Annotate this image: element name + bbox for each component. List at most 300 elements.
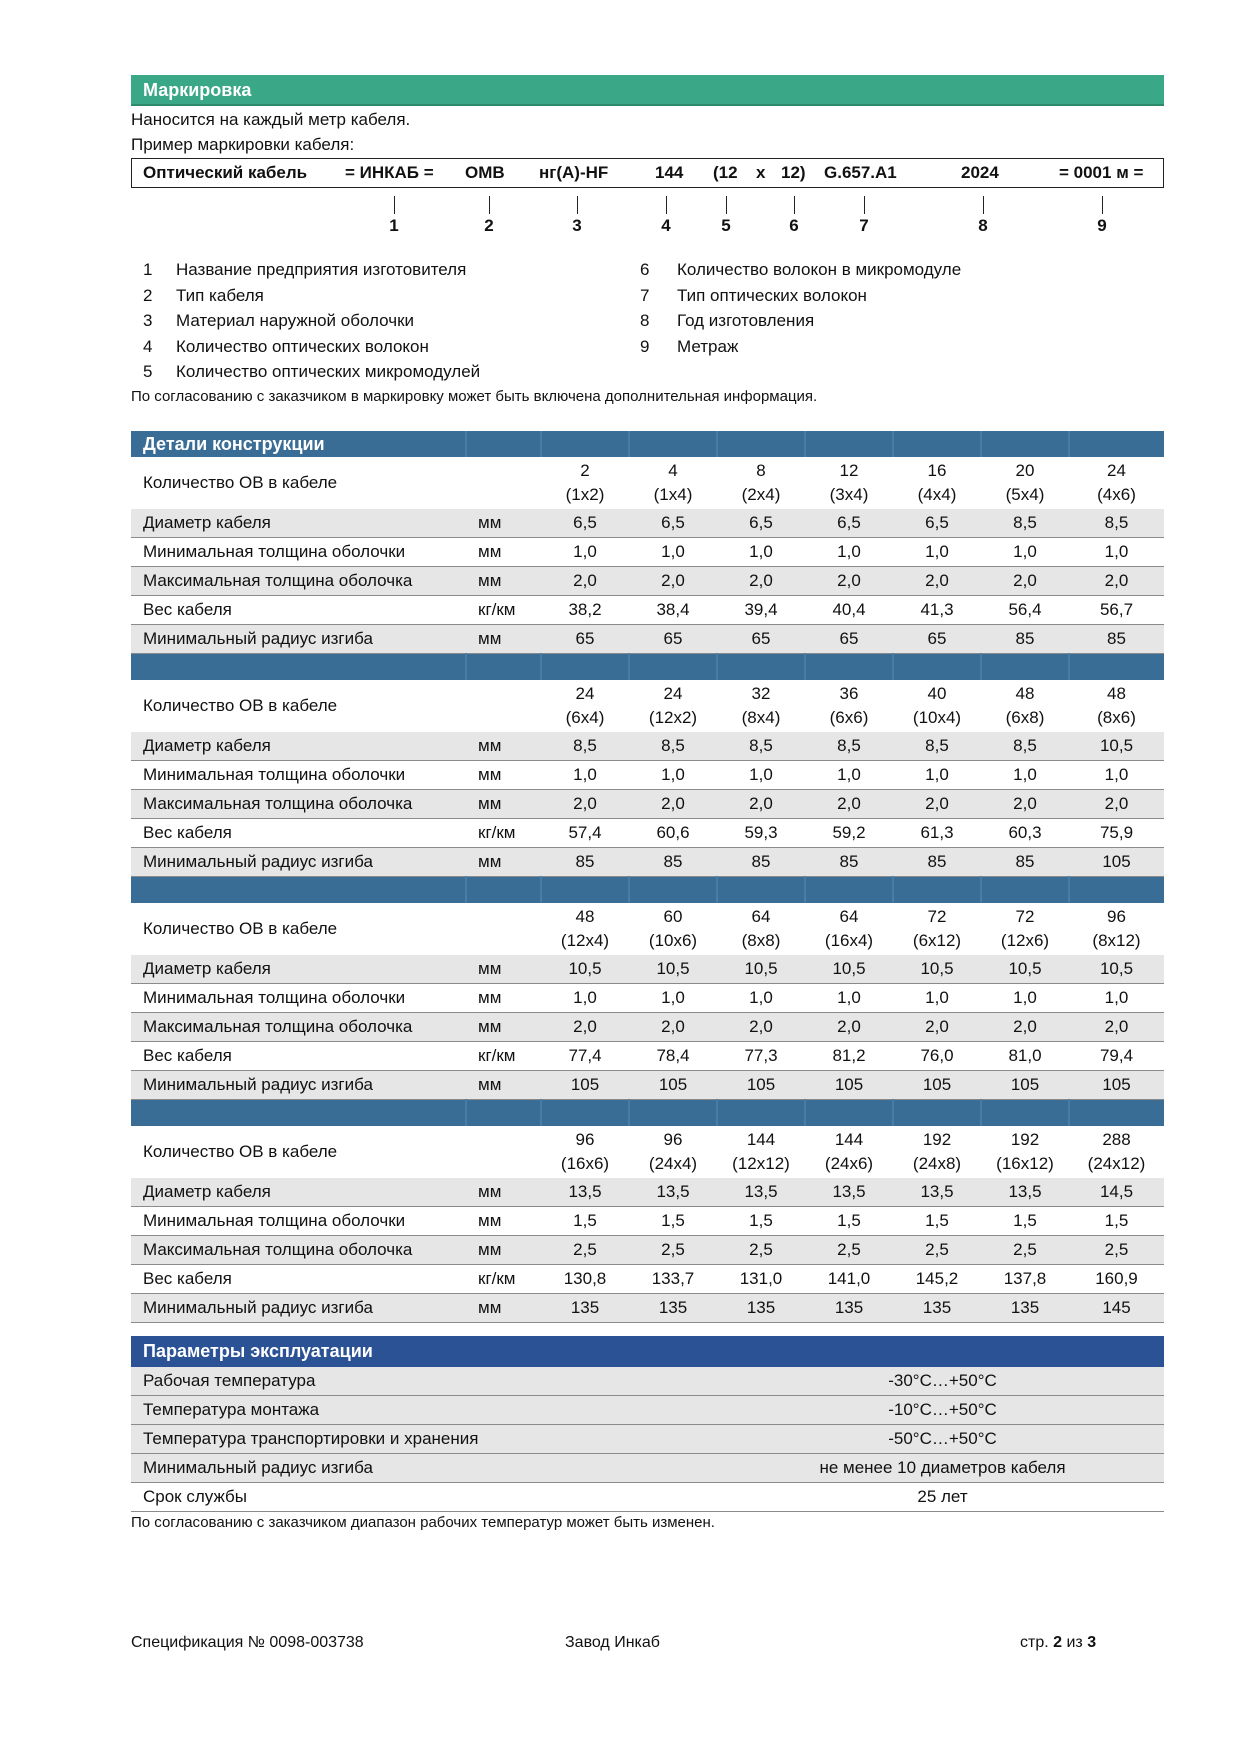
construction-value: 1,0 — [629, 538, 717, 567]
construction-value: 8,5 — [981, 509, 1069, 538]
construction-value: 6,5 — [893, 509, 981, 538]
construction-value: 105 — [893, 1071, 981, 1100]
construction-row — [131, 1071, 1164, 1100]
construction-value: 2,0 — [981, 790, 1069, 819]
construction-value: 8,5 — [541, 732, 629, 761]
construction-row-label: Минимальный радиус изгиба — [131, 625, 466, 654]
construction-row-unit: кг/км — [466, 819, 541, 848]
footer-page-prefix: стр. — [1020, 1634, 1049, 1651]
band-cell — [805, 431, 893, 457]
band-cell — [131, 877, 466, 904]
band-cell — [981, 654, 1069, 681]
band-cell — [981, 877, 1069, 904]
fiber-count: 24 — [1107, 461, 1126, 480]
fiber-config: (6x8) — [1005, 708, 1045, 727]
construction-value: 145 — [1069, 1294, 1164, 1323]
legend-text: Год изготовления — [677, 311, 815, 330]
construction-value: 2,5 — [541, 1236, 629, 1265]
fiber-count: 64 — [751, 907, 771, 926]
legend-text: Название предприятия изготовителя — [176, 260, 467, 279]
legend-text: Количество оптических волокон — [176, 337, 429, 356]
construction-value: 56,4 — [981, 596, 1069, 625]
marking-tick — [864, 196, 865, 214]
fiber-count: 192 — [922, 1130, 952, 1149]
construction-row — [131, 790, 1164, 819]
fiber-count: 12 — [839, 461, 859, 480]
construction-band-row — [131, 431, 1164, 457]
marking-example-part: ОМВ — [465, 163, 505, 182]
construction-value: 1,0 — [1069, 984, 1164, 1013]
construction-row-label: Минимальный радиус изгиба — [131, 848, 466, 877]
construction-value: 8,5 — [717, 732, 805, 761]
marking-example-part: = ИНКАБ = — [345, 163, 434, 182]
construction-value: 2,0 — [629, 1013, 717, 1042]
construction-value: 75,9 — [1069, 819, 1164, 848]
construction-value: 135 — [805, 1294, 893, 1323]
footer-plant: Завод Инкаб — [565, 1634, 660, 1651]
band-cell — [629, 654, 717, 681]
fiber-count-cell — [717, 1126, 805, 1178]
construction-row — [131, 1042, 1164, 1071]
fiber-count: 20 — [1015, 461, 1035, 480]
construction-row-label: Минимальная толщина оболочки — [131, 761, 466, 790]
construction-row-label: Минимальная толщина оболочки — [131, 1207, 466, 1236]
fiber-config: (6x4) — [565, 708, 605, 727]
construction-value: 1,0 — [1069, 538, 1164, 567]
construction-row-label: Минимальная толщина оболочки — [131, 538, 466, 567]
fiber-count-cell — [893, 457, 981, 509]
fiber-count-label: Количество ОВ в кабеле — [131, 903, 466, 955]
construction-value: 10,5 — [1069, 732, 1164, 761]
construction-section-header: Детали конструкции — [131, 431, 466, 457]
construction-value: 1,5 — [1069, 1207, 1164, 1236]
construction-value: 13,5 — [629, 1178, 717, 1207]
fiber-count: 8 — [756, 461, 766, 480]
construction-value: 2,5 — [981, 1236, 1069, 1265]
construction-value: 85 — [541, 848, 629, 877]
construction-value: 135 — [981, 1294, 1069, 1323]
construction-value: 1,0 — [805, 538, 893, 567]
construction-value: 2,5 — [629, 1236, 717, 1265]
construction-row — [131, 1265, 1164, 1294]
fiber-count: 144 — [746, 1130, 776, 1149]
band-cell — [629, 1100, 717, 1127]
construction-value: 105 — [1069, 848, 1164, 877]
fiber-config: (16x12) — [996, 1154, 1054, 1173]
fiber-count-cell — [893, 1126, 981, 1178]
construction-value: 59,2 — [805, 819, 893, 848]
fiber-count: 72 — [1015, 907, 1035, 926]
fiber-count-cell — [981, 1126, 1069, 1178]
fiber-count: 96 — [1107, 907, 1126, 926]
fiber-count: 48 — [1015, 684, 1035, 703]
construction-value: 2,0 — [541, 567, 629, 596]
fiber-config: (3x4) — [829, 485, 869, 504]
operation-section-header: Параметры эксплуатации — [131, 1336, 1164, 1367]
construction-row — [131, 732, 1164, 761]
construction-value: 1,0 — [805, 984, 893, 1013]
construction-table — [131, 431, 1164, 1323]
construction-band-row — [131, 654, 1164, 681]
marking-tick-number: 3 — [572, 216, 582, 235]
marking-tick — [983, 196, 984, 214]
construction-row-label: Максимальная толщина оболочка — [131, 1013, 466, 1042]
fiber-config: (4x6) — [1097, 485, 1136, 504]
fiber-count-cell — [1069, 903, 1164, 955]
construction-row — [131, 1013, 1164, 1042]
construction-row — [131, 984, 1164, 1013]
construction-value: 2,5 — [717, 1236, 805, 1265]
construction-value: 2,0 — [1069, 790, 1164, 819]
band-cell — [466, 877, 541, 904]
construction-value: 65 — [805, 625, 893, 654]
construction-value: 1,0 — [1069, 761, 1164, 790]
construction-row-label: Минимальный радиус изгиба — [131, 1294, 466, 1323]
construction-value: 38,4 — [629, 596, 717, 625]
operation-value: 25 лет — [721, 1483, 1164, 1512]
construction-value: 105 — [541, 1071, 629, 1100]
construction-row-unit: мм — [466, 761, 541, 790]
marking-tick-number: 6 — [789, 216, 799, 235]
band-cell — [1069, 431, 1164, 457]
band-cell — [805, 1100, 893, 1127]
construction-value: 10,5 — [805, 955, 893, 984]
construction-value: 105 — [1069, 1071, 1164, 1100]
fiber-config: (4x4) — [917, 485, 957, 504]
construction-row — [131, 538, 1164, 567]
fiber-count-cell — [717, 903, 805, 955]
construction-value: 14,5 — [1069, 1178, 1164, 1207]
fiber-config: (12x4) — [560, 931, 610, 950]
legend-text: Тип кабеля — [176, 286, 264, 305]
construction-row-unit: мм — [466, 1178, 541, 1207]
marking-section-header: Маркировка — [131, 75, 1164, 106]
construction-value: 1,0 — [541, 761, 629, 790]
marking-tick-number: 9 — [1097, 216, 1107, 235]
marking-tick — [1102, 196, 1103, 214]
fiber-count-cell — [629, 457, 717, 509]
marking-tick — [726, 196, 727, 214]
fiber-count-unit — [466, 903, 541, 955]
operation-label: Температура транспортировки и хранения — [131, 1425, 721, 1454]
fiber-count-unit — [466, 680, 541, 732]
construction-row-unit: мм — [466, 1071, 541, 1100]
band-cell — [131, 654, 466, 681]
construction-value: 8,5 — [981, 732, 1069, 761]
footer-page-current: 2 — [1053, 1634, 1063, 1651]
construction-value: 1,5 — [805, 1207, 893, 1236]
fiber-config: (24x6) — [824, 1154, 874, 1173]
construction-row-label: Максимальная толщина оболочка — [131, 790, 466, 819]
legend-text: Количество волокон в микромодуле — [677, 260, 962, 279]
construction-row — [131, 567, 1164, 596]
construction-value: 85 — [629, 848, 717, 877]
legend-number: 7 — [640, 286, 650, 305]
construction-row-unit: мм — [466, 984, 541, 1013]
construction-value: 1,0 — [629, 984, 717, 1013]
construction-value: 8,5 — [1069, 509, 1164, 538]
fiber-count-row — [131, 457, 1164, 509]
fiber-count-row — [131, 903, 1164, 955]
construction-value: 77,3 — [717, 1042, 805, 1071]
construction-value: 65 — [717, 625, 805, 654]
fiber-config: (24x12) — [1087, 1154, 1146, 1173]
band-cell — [629, 877, 717, 904]
construction-value: 65 — [629, 625, 717, 654]
fiber-count-label: Количество ОВ в кабеле — [131, 457, 466, 509]
fiber-count-cell — [805, 903, 893, 955]
construction-value: 8,5 — [805, 732, 893, 761]
construction-row-unit: мм — [466, 955, 541, 984]
fiber-count-unit — [466, 457, 541, 509]
footer-page-sep: из — [1066, 1634, 1083, 1651]
construction-value: 78,4 — [629, 1042, 717, 1071]
construction-value: 2,0 — [541, 1013, 629, 1042]
legend-number: 8 — [640, 311, 650, 330]
fiber-config: (24x4) — [648, 1154, 698, 1173]
marking-tick-number: 5 — [721, 216, 731, 235]
construction-row-label: Минимальный радиус изгиба — [131, 1071, 466, 1100]
fiber-config: (12x6) — [1000, 931, 1050, 950]
construction-value: 2,0 — [1069, 567, 1164, 596]
operation-row — [131, 1396, 1164, 1425]
fiber-count-cell — [541, 903, 629, 955]
construction-value: 1,5 — [541, 1207, 629, 1236]
construction-value: 10,5 — [1069, 955, 1164, 984]
construction-value: 13,5 — [981, 1178, 1069, 1207]
fiber-count-cell — [541, 1126, 629, 1178]
construction-value: 65 — [541, 625, 629, 654]
construction-row-label: Диаметр кабеля — [131, 1178, 466, 1207]
operation-label: Минимальный радиус изгиба — [131, 1454, 721, 1483]
construction-value: 1,0 — [541, 538, 629, 567]
fiber-count-cell — [629, 903, 717, 955]
construction-value: 10,5 — [629, 955, 717, 984]
construction-value: 1,0 — [981, 761, 1069, 790]
fiber-count-cell — [629, 1126, 717, 1178]
construction-value: 1,5 — [717, 1207, 805, 1236]
construction-row-unit: кг/км — [466, 1042, 541, 1071]
construction-value: 85 — [1069, 625, 1164, 654]
fiber-count-cell — [981, 457, 1069, 509]
construction-row-unit: кг/км — [466, 596, 541, 625]
marking-example-part: x — [756, 163, 766, 182]
fiber-count: 144 — [834, 1130, 864, 1149]
construction-row-unit: мм — [466, 848, 541, 877]
fiber-config: (1x4) — [653, 485, 693, 504]
fiber-count: 96 — [575, 1130, 595, 1149]
fiber-config: (5x4) — [1005, 485, 1045, 504]
construction-value: 2,0 — [629, 790, 717, 819]
construction-value: 130,8 — [541, 1265, 629, 1294]
construction-value: 135 — [629, 1294, 717, 1323]
construction-value: 135 — [893, 1294, 981, 1323]
construction-row — [131, 596, 1164, 625]
operation-value: -10°C…+50°C — [721, 1396, 1164, 1425]
marking-tick — [489, 196, 490, 214]
fiber-count-cell — [981, 903, 1069, 955]
construction-value: 56,7 — [1069, 596, 1164, 625]
operation-note: По согласованию с заказчиком диапазон рабочих температур может быть изменен. — [131, 1514, 715, 1531]
construction-value: 2,5 — [893, 1236, 981, 1265]
marking-tick-number: 1 — [389, 216, 399, 235]
construction-row — [131, 761, 1164, 790]
construction-value: 6,5 — [717, 509, 805, 538]
legend-number: 6 — [640, 260, 650, 279]
construction-value: 79,4 — [1069, 1042, 1164, 1071]
legend-text: Метраж — [677, 337, 739, 356]
band-cell — [981, 431, 1069, 457]
construction-row — [131, 1178, 1164, 1207]
band-cell — [466, 654, 541, 681]
construction-value: 13,5 — [717, 1178, 805, 1207]
operation-label: Температура монтажа — [131, 1396, 721, 1425]
footer-spec: Спецификация № 0098-003738 — [131, 1634, 364, 1651]
construction-value: 1,0 — [981, 538, 1069, 567]
construction-row-unit: мм — [466, 538, 541, 567]
fiber-config: (10x4) — [912, 708, 962, 727]
fiber-count: 36 — [839, 684, 859, 703]
marking-example-part: нг(А)-HF — [539, 163, 609, 182]
fiber-count: 96 — [663, 1130, 683, 1149]
construction-value: 131,0 — [717, 1265, 805, 1294]
construction-value: 40,4 — [805, 596, 893, 625]
construction-value: 2,0 — [805, 567, 893, 596]
fiber-count: 60 — [663, 907, 683, 926]
construction-value: 61,3 — [893, 819, 981, 848]
marking-tick — [666, 196, 667, 214]
construction-value: 60,3 — [981, 819, 1069, 848]
fiber-config: (10x6) — [648, 931, 698, 950]
construction-value: 1,0 — [629, 761, 717, 790]
construction-row-unit: мм — [466, 567, 541, 596]
footer-page-total: 3 — [1087, 1634, 1097, 1651]
construction-value: 1,0 — [717, 761, 805, 790]
legend-number: 2 — [143, 286, 153, 305]
construction-value: 38,2 — [541, 596, 629, 625]
fiber-count: 192 — [1010, 1130, 1040, 1149]
construction-value: 2,0 — [717, 1013, 805, 1042]
construction-value: 2,0 — [717, 567, 805, 596]
construction-value: 13,5 — [805, 1178, 893, 1207]
operation-value: -50°C…+50°C — [721, 1425, 1164, 1454]
construction-value: 145,2 — [893, 1265, 981, 1294]
operation-value: -30°C…+50°C — [721, 1367, 1164, 1396]
construction-value: 105 — [717, 1071, 805, 1100]
marking-tick — [794, 196, 795, 214]
fiber-count-cell — [1069, 680, 1164, 732]
band-cell — [541, 431, 629, 457]
fiber-count-cell — [805, 680, 893, 732]
marking-tick-number: 2 — [484, 216, 494, 235]
fiber-count-cell — [629, 680, 717, 732]
band-cell — [805, 877, 893, 904]
construction-value: 137,8 — [981, 1265, 1069, 1294]
construction-value: 105 — [981, 1071, 1069, 1100]
construction-value: 1,0 — [717, 538, 805, 567]
band-cell — [1069, 1100, 1164, 1127]
construction-value: 85 — [893, 848, 981, 877]
fiber-count-row — [131, 1126, 1164, 1178]
construction-value: 160,9 — [1069, 1265, 1164, 1294]
construction-row-label: Вес кабеля — [131, 1265, 466, 1294]
construction-row — [131, 625, 1164, 654]
construction-row — [131, 509, 1164, 538]
construction-value: 81,2 — [805, 1042, 893, 1071]
construction-value: 2,0 — [893, 1013, 981, 1042]
band-cell — [717, 431, 805, 457]
legend-number: 9 — [640, 337, 650, 356]
marking-tick — [577, 196, 578, 214]
construction-value: 57,4 — [541, 819, 629, 848]
legend-number: 4 — [143, 337, 153, 356]
fiber-count: 72 — [927, 907, 947, 926]
construction-row — [131, 1207, 1164, 1236]
marking-example-part: G.657.A1 — [824, 163, 897, 182]
construction-value: 1,5 — [981, 1207, 1069, 1236]
construction-value: 1,5 — [893, 1207, 981, 1236]
fiber-count-cell — [541, 457, 629, 509]
marking-tick-number: 8 — [978, 216, 988, 235]
band-cell — [1069, 654, 1164, 681]
construction-value: 81,0 — [981, 1042, 1069, 1071]
construction-value: 65 — [893, 625, 981, 654]
construction-value: 13,5 — [541, 1178, 629, 1207]
fiber-count-row — [131, 680, 1164, 732]
construction-value: 2,0 — [893, 567, 981, 596]
fiber-count-cell — [1069, 1126, 1164, 1178]
construction-value: 10,5 — [541, 955, 629, 984]
marking-example-part: 144 — [655, 163, 684, 182]
band-cell — [541, 877, 629, 904]
fiber-count: 24 — [663, 684, 683, 703]
construction-row — [131, 848, 1164, 877]
construction-value: 10,5 — [717, 955, 805, 984]
fiber-config: (12x2) — [648, 708, 698, 727]
construction-value: 2,0 — [717, 790, 805, 819]
construction-row — [131, 955, 1164, 984]
fiber-count: 288 — [1102, 1130, 1131, 1149]
construction-value: 60,6 — [629, 819, 717, 848]
fiber-count-cell — [805, 457, 893, 509]
fiber-count-cell — [981, 680, 1069, 732]
construction-value: 2,0 — [893, 790, 981, 819]
marking-tick — [394, 196, 395, 214]
construction-value: 8,5 — [629, 732, 717, 761]
construction-value: 10,5 — [981, 955, 1069, 984]
construction-row-label: Диаметр кабеля — [131, 509, 466, 538]
fiber-count-unit — [466, 1126, 541, 1178]
band-cell — [717, 654, 805, 681]
construction-value: 1,0 — [893, 761, 981, 790]
fiber-config: (24x8) — [912, 1154, 962, 1173]
operation-row — [131, 1454, 1164, 1483]
construction-value: 2,0 — [805, 1013, 893, 1042]
marking-line1: Наносится на каждый метр кабеля. — [131, 110, 411, 129]
construction-value: 135 — [541, 1294, 629, 1323]
construction-value: 2,0 — [981, 1013, 1069, 1042]
construction-row — [131, 819, 1164, 848]
construction-row-label: Вес кабеля — [131, 819, 466, 848]
construction-value: 77,4 — [541, 1042, 629, 1071]
fiber-config: (2x4) — [741, 485, 781, 504]
construction-row-unit: мм — [466, 1294, 541, 1323]
fiber-count-cell — [717, 457, 805, 509]
construction-value: 2,5 — [805, 1236, 893, 1265]
band-cell — [805, 654, 893, 681]
marking-tick-number: 7 — [859, 216, 869, 235]
band-cell — [893, 877, 981, 904]
